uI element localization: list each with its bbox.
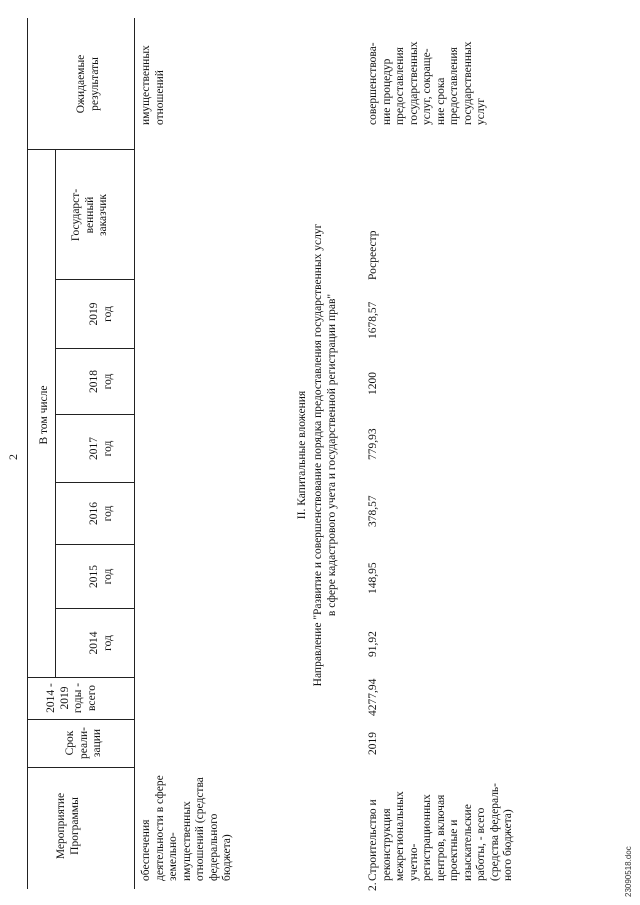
direction-title-line1: Направление "Развитие и совершенствование порядка предоставления государственных услуг xyxy=(312,223,324,687)
header-total: 2014 - 2019 годы - всего xyxy=(45,682,98,714)
header-term: Срок реали- зации xyxy=(64,727,103,759)
row2-results: совершенствова- ние процедур предоставления государственных услуг, сокраще- ние срока предоставления государственных услуг xyxy=(367,41,487,125)
header-year-2016: 2016 год xyxy=(88,502,114,525)
header-customer: Государст- венный заказчик xyxy=(70,188,109,242)
row2-number: 2. xyxy=(367,882,379,891)
row2-customer: Росреестр xyxy=(367,230,379,280)
header-measure: Мероприятие Программы xyxy=(55,792,81,860)
row2-total: 4277,94 xyxy=(367,678,379,716)
col-sep-1 xyxy=(27,767,135,768)
row2-2017: 779,93 xyxy=(367,428,379,460)
page-number: 2 xyxy=(6,454,20,460)
continuation-measure: обеспечения деятельности в сфере земельно- имущественных отношений (средства федерального бюджета) xyxy=(140,775,233,881)
col-sep-3 xyxy=(27,677,135,678)
row2-2019: 1678,57 xyxy=(367,301,379,339)
col-sep-10 xyxy=(27,149,135,150)
header-year-2014: 2014 год xyxy=(88,631,114,655)
header-results: Ожидаемые результаты xyxy=(75,54,101,114)
direction-title-line2: в сфере кадастрового учета и государственной регистрации прав" xyxy=(326,293,338,617)
header-year-2019: 2019 год xyxy=(88,302,114,326)
header-year-2015: 2015 год xyxy=(88,565,114,588)
row2-2015: 148,95 xyxy=(367,562,379,594)
continuation-results: имущественных отношений xyxy=(140,45,166,125)
col-sep-2 xyxy=(27,719,135,720)
row2-measure: Строительство и реконструкция межрегиональных учетно- регистрационных центров, включая проектные и изыскательские работы, - всего (средства федераль- ного бюджета) xyxy=(367,782,514,881)
row2-2016: 378,57 xyxy=(367,495,379,527)
row2-2014: 91,92 xyxy=(367,631,379,657)
row2-term: 2019 xyxy=(367,732,379,755)
section-title: II. Капитальные вложения xyxy=(296,390,308,520)
file-reference: 23090518.doc xyxy=(624,846,633,897)
row2-2018: 1200 xyxy=(367,372,379,395)
header-year-2018: 2018 год xyxy=(88,370,114,393)
header-including: В том числе xyxy=(38,385,50,445)
header-year-2017: 2017 год xyxy=(88,437,114,460)
